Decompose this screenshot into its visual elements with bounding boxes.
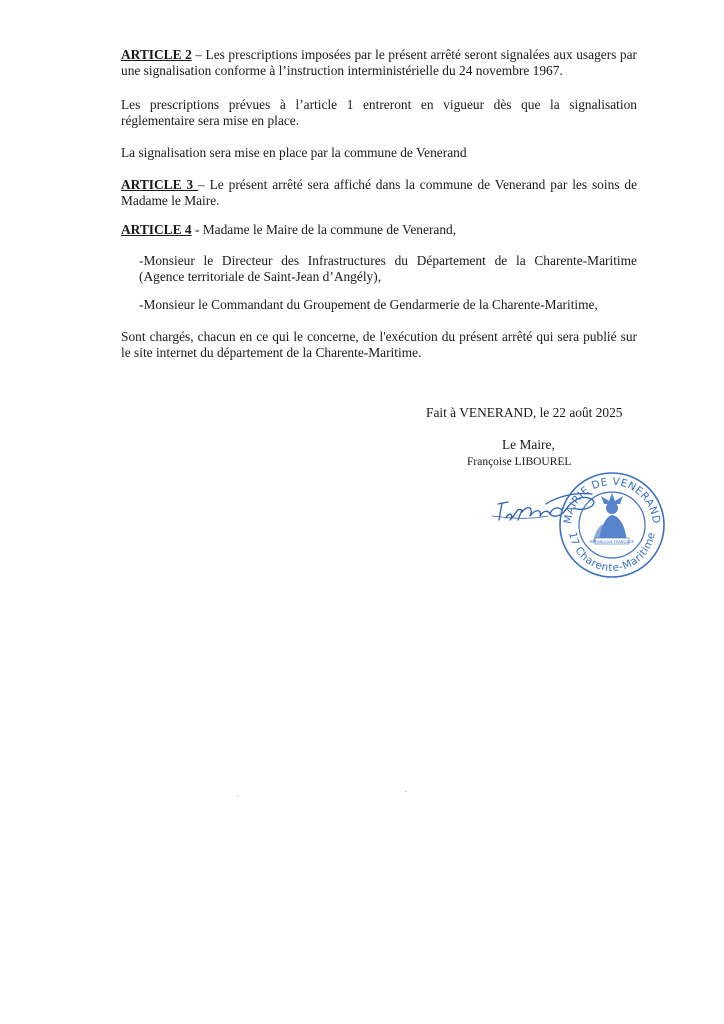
article-3-text: Le présent arrêté sera affiché dans la commune de Venerand par les soins de Madame le Maire. [121, 177, 638, 208]
svg-text:17 Charente-Maritime: 17 Charente-Maritime [566, 531, 658, 575]
article-3-paragraph: ARTICLE 3 – Le présent arrêté sera affiché dans la commune de Venerand par les soins de Madame le Maire. [121, 177, 638, 208]
scan-speck [405, 791, 407, 792]
place-date: Fait à VENERAND, le 22 août 2025 [426, 405, 623, 420]
scan-speck [237, 795, 239, 796]
article-3-label: ARTICLE 3 [121, 177, 199, 192]
mairie-stamp [557, 468, 667, 578]
mayor-name: Françoise LIBOUREL [467, 456, 572, 468]
recipient-commandant: -Monsieur le Commandant du Groupement de Gendarmerie de la Charente-Maritime, [139, 297, 598, 312]
svg-text:RÉPUBLIQUE FRANÇAISE: RÉPUBLIQUE FRANÇAISE [589, 540, 635, 544]
signalisation-paragraph: La signalisation sera mise en place par la commune de Venerand [121, 145, 467, 160]
recipient-directeur: -Monsieur le Directeur des Infrastructures du Département de la Charente-Maritime (Agence territoriale de Saint-Jean d’Angély), [139, 253, 637, 284]
article-2-paragraph: ARTICLE 2 – Les prescriptions imposées par le présent arrêté seront signalées aux usagers par une signalisation conforme à l’instruction interministérielle du 24 novembre 1967. [121, 47, 638, 78]
article-4-paragraph: ARTICLE 4 - Madame le Maire de la commune de Venerand, [121, 222, 457, 237]
mayor-title: Le Maire, [502, 437, 555, 452]
article-4-label: ARTICLE 4 [121, 222, 192, 237]
article-4-text: Madame le Maire de la commune de Venerand, [202, 222, 457, 237]
vigueur-paragraph: Les prescriptions prévues à l’article 1 entreront en vigueur dès que la signalisation réglementaire sera mise en place. [121, 97, 637, 128]
article-2-label: ARTICLE 2 [121, 47, 192, 62]
charges-paragraph: Sont chargés, chacun en ce qui le concerne, de l'exécution du présent arrêté qui sera publié sur le site internet du département de la Charente-Maritime. [121, 329, 637, 360]
article-2-text: Les prescriptions imposées par le présent arrêté seront signalées aux usagers par une signalisation conforme à l’instruction interministérielle du 24 novembre 1967. [121, 47, 638, 78]
svg-text:MAIRIE DE VENERAND: MAIRIE DE VENERAND [561, 475, 663, 525]
